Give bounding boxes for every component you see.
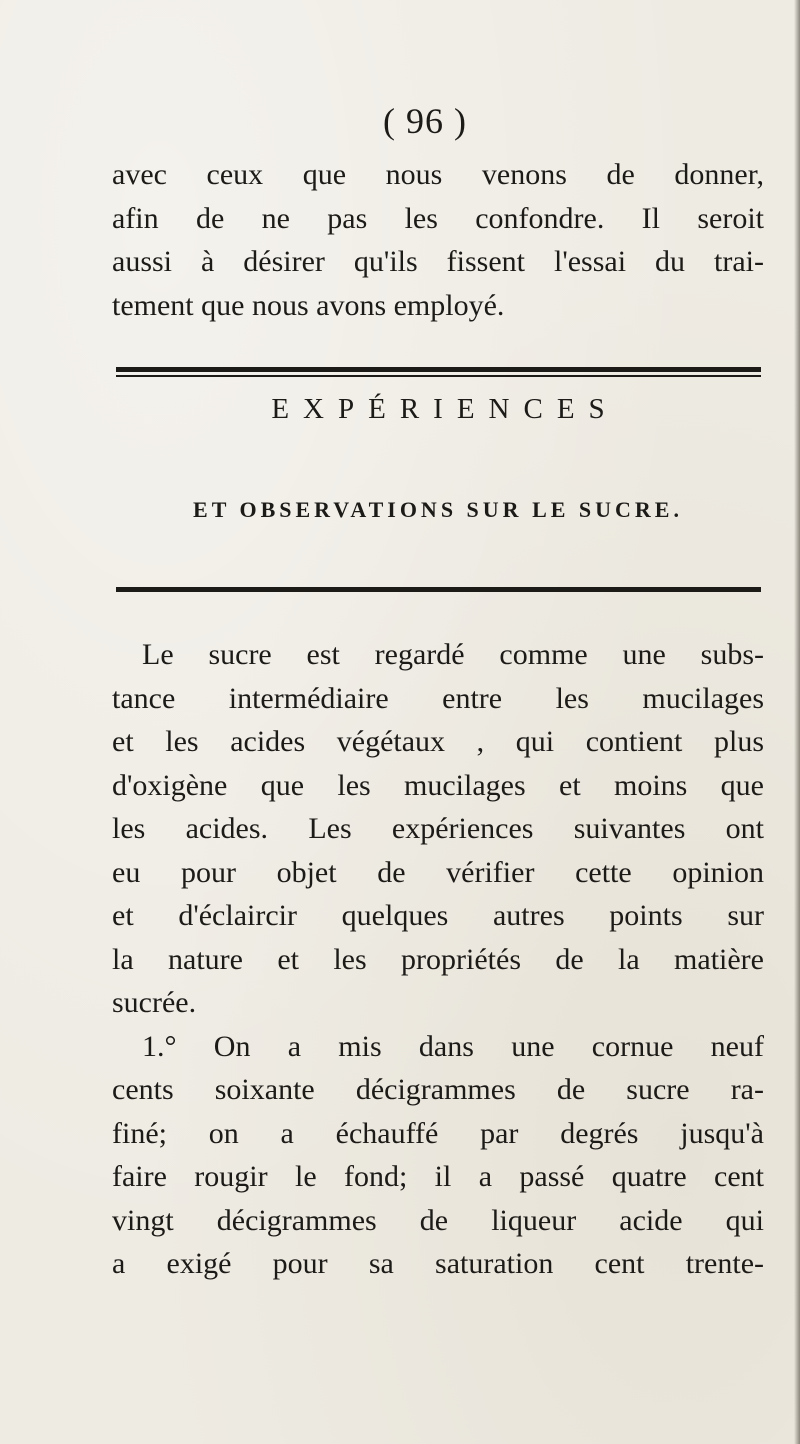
numbered-line: cents soixante décigrammes de sucre ra- bbox=[112, 1073, 764, 1106]
intro-paragraph bbox=[112, 153, 764, 327]
bottom-rule bbox=[116, 587, 761, 592]
body-line: Le sucre est regardé comme une subs- bbox=[142, 638, 764, 671]
body-line: eu pour objet de vérifier cette opinion bbox=[112, 855, 764, 889]
intro-line: afin de ne pas les confondre. Il seroit bbox=[112, 201, 764, 235]
body-line: et d'éclaircir quelques autres points sur bbox=[112, 899, 764, 932]
numbered-line: vingt décigrammes de liqueur acide qui bbox=[112, 1203, 764, 1237]
intro-line: aussi à désirer qu'ils fissent l'essai du trai- bbox=[112, 245, 764, 278]
section-subtitle: ET OBSERVATIONS SUR LE SUCRE. bbox=[193, 497, 683, 522]
body-line: d'oxigène que les mucilages et moins que bbox=[112, 768, 764, 802]
body-line: sucrée. bbox=[112, 986, 197, 1019]
top-rule-thin bbox=[116, 375, 761, 377]
page-number: ( 96 ) bbox=[383, 101, 467, 141]
top-rule-thick bbox=[116, 367, 761, 372]
numbered-line: a exigé pour sa saturation cent trente- bbox=[112, 1247, 764, 1280]
body-line: tance intermédiaire entre les mucilages bbox=[112, 681, 764, 715]
numbered-line: 1.° On a mis dans une cornue neuf bbox=[142, 1029, 764, 1063]
intro-line: tement que nous avons employé. bbox=[112, 288, 505, 322]
numbered-line: finé; on a échauffé par degrés jusqu'à bbox=[112, 1116, 764, 1150]
body-line: la nature et les propriétés de la matière bbox=[112, 942, 764, 976]
body-line: et les acides végétaux , qui contient plus bbox=[112, 725, 764, 758]
numbered-line: faire rougir le fond; il a passé quatre cent bbox=[112, 1160, 764, 1193]
body-line: les acides. Les expériences suivantes ont bbox=[112, 812, 764, 845]
intro-line: avec ceux que nous venons de donner, bbox=[112, 158, 764, 191]
page-edge-shadow bbox=[794, 0, 800, 1444]
body-paragraph bbox=[112, 633, 764, 1286]
section-title: EXPÉRIENCES bbox=[271, 393, 619, 425]
